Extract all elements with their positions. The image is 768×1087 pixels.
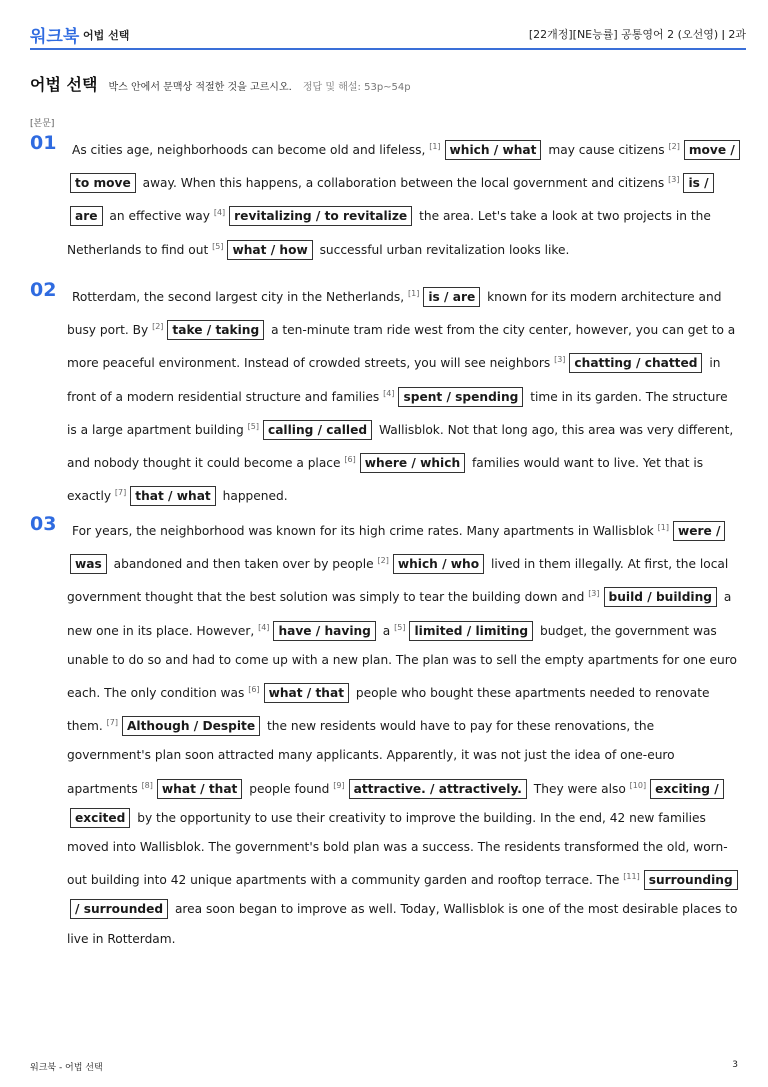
blank-marker: [6] — [248, 685, 260, 695]
answer-reference: 정답 및 해설: 53p~54p — [302, 82, 411, 93]
blank-marker: [4] — [383, 388, 395, 398]
text-segment: For years, the neighborhood was known for its high crime rates. Many apartments in Wallisblok — [72, 524, 654, 538]
choice-box[interactable]: Although / Despite — [122, 716, 260, 736]
blank-marker: [2] — [377, 556, 389, 566]
choice-box[interactable]: attractive. / attractively. — [349, 779, 527, 799]
choice-box[interactable]: what / that — [157, 779, 242, 799]
text-segment: a new one in its place. However, — [67, 590, 732, 638]
text-segment: an effective way — [109, 209, 210, 224]
passage-number: 01 — [30, 132, 57, 154]
text-segment: the area. Let's take a look at two projects in the Netherlands to find out — [67, 209, 711, 257]
blank-marker: [1] — [429, 142, 441, 151]
choice-box[interactable]: exciting / excited — [70, 779, 724, 828]
brand-title: 워크북 — [30, 27, 80, 47]
choice-box[interactable]: is / are — [423, 287, 480, 307]
choice-box[interactable]: where / which — [360, 453, 465, 473]
passage-text — [67, 513, 739, 954]
blank-marker: [8] — [141, 780, 153, 790]
text-segment: by the opportunity to use their creativity to improve the building. In the end, 42 new families moved into Wallisblok. The government's bold plan was a success. The residents transformed the old, worn-out building into 42 unique apartments with a community garden and rooftop terrace. The — [67, 810, 728, 888]
text-segment: Rotterdam, the second largest city in the Netherlands, — [72, 290, 405, 304]
choice-box[interactable]: what / how — [227, 240, 312, 260]
text-segment: may cause citizens — [548, 143, 665, 157]
choice-box[interactable]: were / was — [70, 521, 725, 574]
choice-box[interactable]: revitalizing / to revitalize — [229, 206, 412, 226]
blank-marker: [4] — [258, 622, 270, 632]
text-segment: in front of a modern residential structure and families — [67, 356, 721, 404]
blank-marker: [2] — [668, 142, 680, 151]
text-segment: successful urban revitalization looks like. — [319, 242, 570, 257]
choice-box[interactable]: is / are — [70, 173, 714, 226]
choice-box[interactable]: which / what — [445, 140, 542, 160]
choice-box[interactable]: take / taking — [167, 320, 264, 340]
passage-number: 02 — [30, 279, 57, 301]
passage-text — [67, 132, 739, 265]
text-segment: lived in them illegally. At first, the local government thought that the best solution was simply to tear the building down and — [67, 557, 729, 605]
exercise-instruction: 박스 안에서 문맥상 적절한 것을 고르시오. — [108, 82, 292, 93]
page-header — [30, 22, 746, 50]
text-segment: families would want to live. Yet that is exactly — [67, 456, 704, 504]
blank-marker: [3] — [668, 175, 680, 185]
page-number: 3 — [732, 1060, 738, 1070]
blank-marker: [3] — [588, 589, 600, 599]
choice-box[interactable]: surrounding / surrounded — [70, 870, 738, 919]
text-segment: budget, the government was unable to do so and had to come up with a new plan. The plan was to sell the empty apartments for one euro each. The only condition was — [67, 623, 737, 701]
section-tag: [본문] — [30, 119, 55, 129]
text-segment: Wallisblok. Not that long ago, this area was very different, and nobody thought it could become a place — [67, 422, 734, 471]
choice-box[interactable]: build / building — [604, 587, 717, 607]
blank-marker: [1] — [408, 289, 420, 298]
choice-box[interactable]: that / what — [130, 486, 215, 506]
exercise-title: 어법 선택 — [30, 75, 98, 94]
choice-box[interactable]: have / having — [273, 621, 375, 641]
text-segment: known for its modern architecture and busy port. By — [67, 290, 722, 338]
blank-marker: [1] — [657, 523, 669, 532]
text-segment: time in its garden. The structure is a large apartment building — [67, 389, 728, 437]
text-segment: a — [382, 623, 391, 638]
choice-box[interactable]: what / that — [264, 683, 349, 703]
choice-box[interactable]: limited / limiting — [409, 621, 533, 641]
choice-box[interactable]: which / who — [393, 554, 484, 574]
brand-subtitle: 어법 선택 — [83, 29, 130, 42]
course-info: [22개정][NE능률] 공통영어 2 (오선영) ǀ 2과 — [528, 28, 746, 41]
text-segment: the new residents would have to pay for these renovations, the government's plan soon attracted many applicants. Apparently, it was not just the idea of one-euro apartments — [67, 719, 675, 796]
choice-box[interactable]: chatting / chatted — [569, 353, 702, 373]
text-segment: They were also — [533, 781, 626, 796]
passage-text — [67, 279, 739, 511]
text-segment: away. When this happens, a collaboration between the local government and citizens — [142, 176, 665, 191]
exercise-title-row — [30, 72, 411, 95]
text-segment: happened. — [222, 489, 288, 504]
blank-marker: [5] — [247, 421, 259, 431]
blank-marker: [2] — [152, 322, 164, 332]
blank-marker: [4] — [213, 208, 226, 218]
choice-box[interactable]: spent / spending — [398, 387, 523, 407]
text-segment: area soon began to improve as well. Today, Wallisblok is one of the most desirable places to live in Rotterdam. — [67, 902, 738, 946]
text-segment: a ten-minute tram ride west from the city center, however, you can get to a more peaceful environment. Instead of crowded streets, you will see neighbors — [67, 323, 736, 371]
text-segment: abandoned and then taken over by people — [113, 557, 374, 572]
text-segment: people found — [249, 781, 330, 796]
blank-marker: [5] — [394, 622, 406, 632]
blank-marker: [9] — [333, 780, 345, 790]
footer-title: 워크북 - 어법 선택 — [30, 1063, 103, 1073]
blank-marker: [3] — [554, 355, 566, 365]
blank-marker: [6] — [344, 455, 356, 465]
blank-marker: [7] — [106, 718, 118, 728]
text-segment: As cities age, neighborhoods can become old and lifeless, — [72, 143, 426, 157]
choice-box[interactable]: move / to move — [70, 140, 740, 193]
blank-marker: [11] — [623, 872, 640, 882]
blank-marker: [7] — [114, 488, 127, 498]
passage-number: 03 — [30, 513, 57, 535]
choice-box[interactable]: calling / called — [263, 420, 372, 440]
text-segment: people who bought these apartments needed to renovate them. — [67, 686, 710, 734]
blank-marker: [10] — [629, 780, 647, 790]
blank-marker: [5] — [212, 241, 224, 251]
